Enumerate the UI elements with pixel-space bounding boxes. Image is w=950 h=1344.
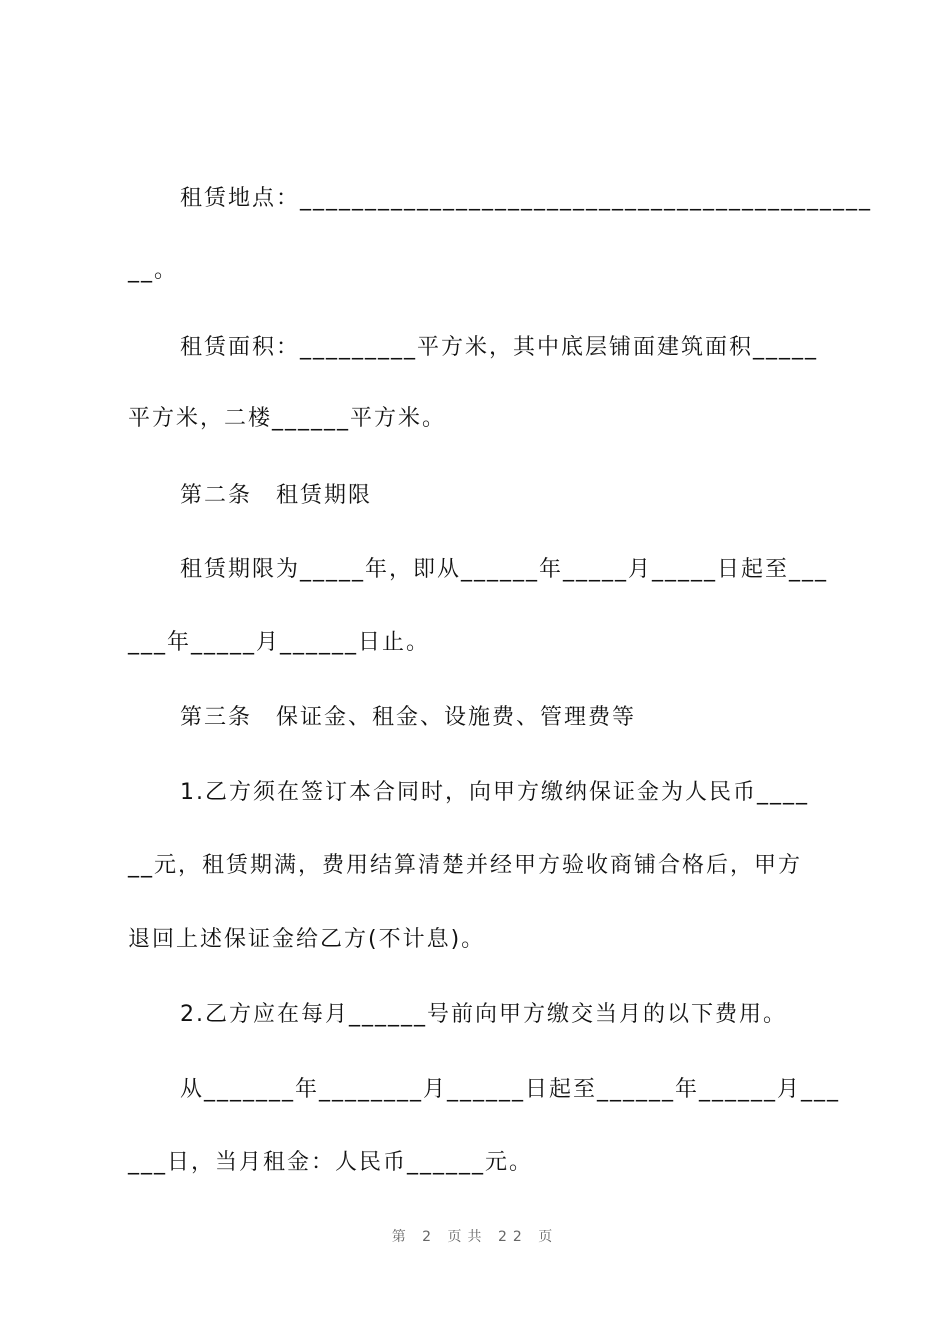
paragraph-line: __。 (128, 258, 179, 283)
section-heading-article-3: 第三条 保证金、租金、设施费、管理费等 (180, 705, 637, 730)
paragraph-line: ___年_____月______日止。 (128, 630, 431, 655)
paragraph-line: 退回上述保证金给乙方(不计息)。 (128, 927, 486, 952)
paragraph-line-monthly-fees: 2.乙方应在每月______号前向甲方缴交当月的以下费用。 (180, 1002, 787, 1027)
paragraph-line: __元，租赁期满，费用结算清楚并经甲方验收商铺合格后，甲方 (128, 853, 803, 878)
paragraph-line: ___日，当月租金：人民币______元。 (128, 1150, 534, 1175)
paragraph-line-lease-term: 租赁期限为_____年，即从______年_____月_____日起至___ (180, 557, 829, 582)
paragraph-line-lease-location: 租赁地点：____________________________________________ (180, 186, 873, 211)
paragraph-line-rent-period: 从_______年________月______日起至______年______月___ (180, 1077, 841, 1102)
section-heading-article-2: 第二条 租赁期限 (180, 483, 373, 508)
page-number-footer: 第 2 页共 22 页 (391, 1229, 559, 1245)
paragraph-line: 平方米，二楼______平方米。 (128, 406, 447, 431)
paragraph-line-deposit: 1.乙方须在签订本合同时，向甲方缴纳保证金为人民币____ (180, 780, 809, 805)
paragraph-line-lease-area: 租赁面积：_________平方米，其中底层铺面建筑面积_____ (180, 335, 819, 360)
